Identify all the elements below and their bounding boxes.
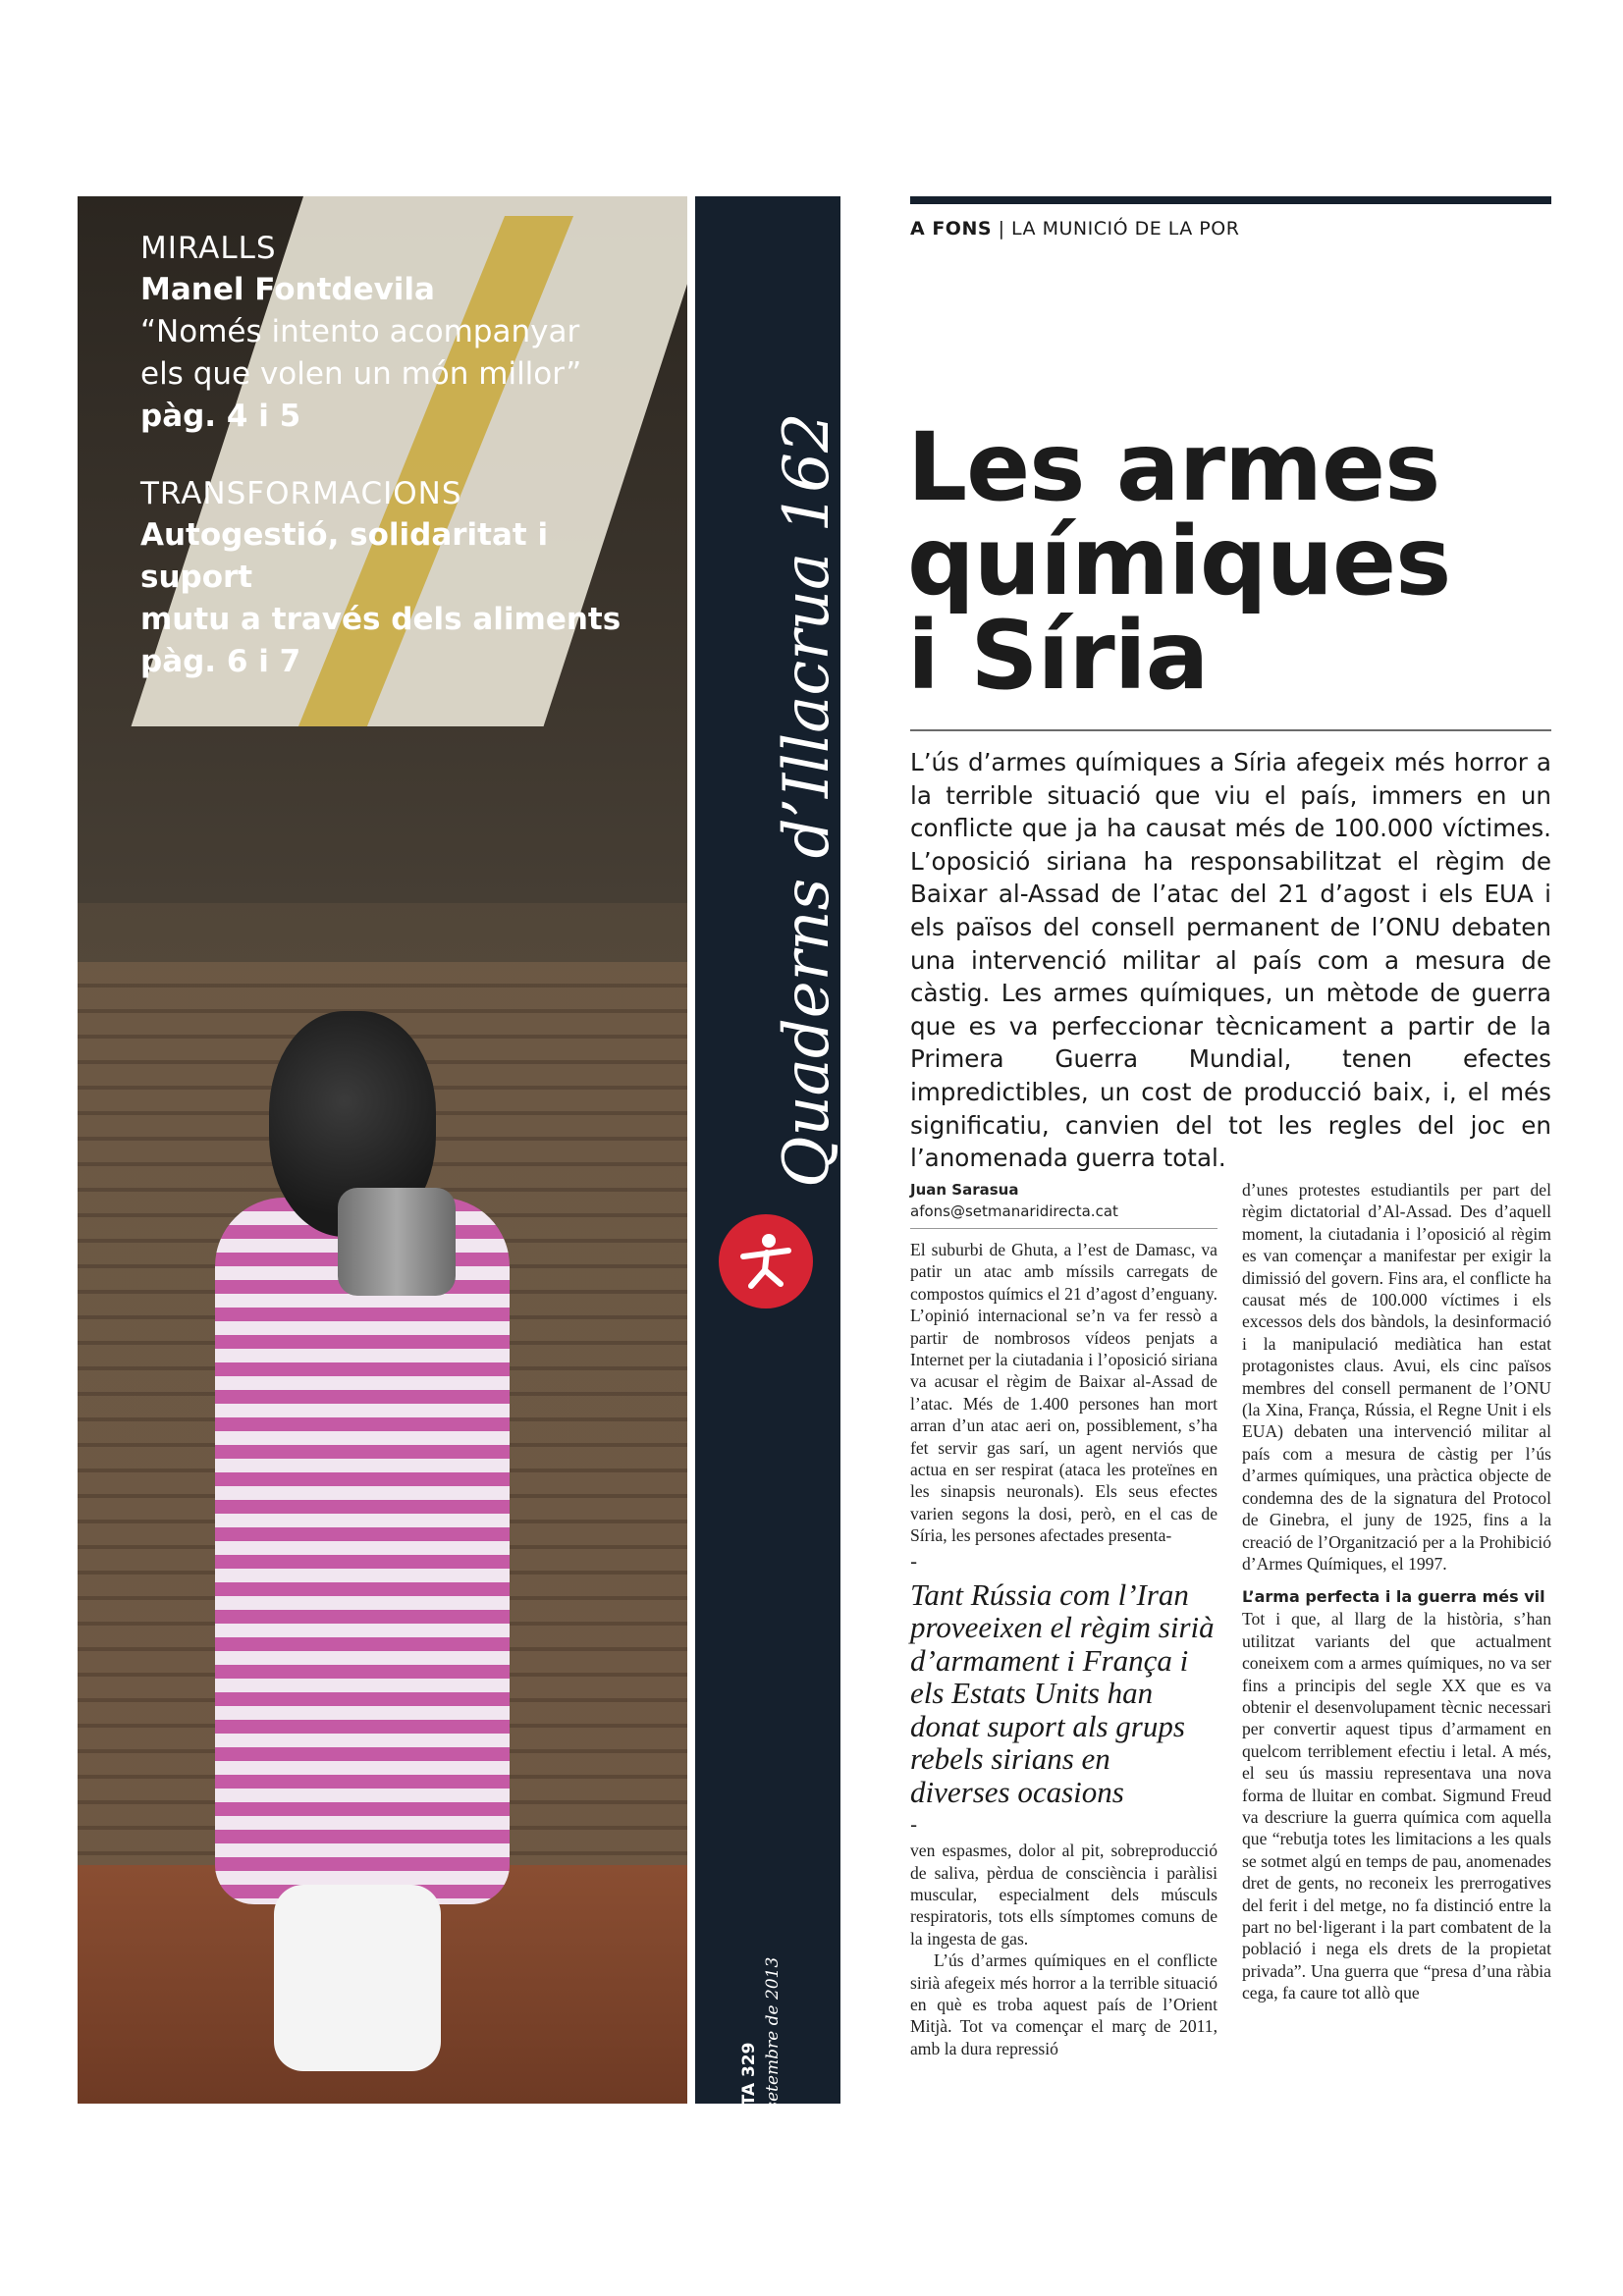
pull-quote-open-dash: - — [910, 1549, 918, 1574]
article-column-1 — [910, 1179, 1217, 2059]
author-email: afons@setmanaridirecta.cat — [910, 1201, 1217, 1229]
directa-logo-icon — [719, 1214, 813, 1308]
issue-number: DIRECTA 329 — [739, 2042, 759, 2163]
body-paragraph: ven espasmes, dolor al pit, sobreproducció de saliva, pèrdua de consciència i paràlisi muscular, especialment dels músculs respiratoris, tots ells símptomes comuns de la ingesta de gas. — [910, 1841, 1217, 1949]
teaser1-kicker: MIRALLS — [140, 231, 277, 266]
section-topic: LA MUNICIÓ DE LA POR — [1011, 218, 1240, 240]
section-top-rule — [910, 196, 1551, 204]
pull-quote: Tant Rússia com l’Iran proveeixen el règim sirià d’armament i França i els Estats Units han donat suport als grups rebels sirians en diverses ocasions — [910, 1576, 1215, 1809]
issue-date: 12 de setembre de 2013 — [763, 1956, 783, 2163]
teaser2-title-line1: Autogestió, solidaritat i suport — [140, 517, 549, 595]
body-paragraph: Tot i que, al llarg de la història, s’han utilitzat variants del que actualment coneixem com a armes químiques, no va ser fins a principis del segle XX que es va obtenir el desenvolupament tècnic necessari per convertir aquest tipus d’armament en quelcom terriblement efectiu i letal. A més, el seu ús massiu representava una nova forma de lluitar en combat. Sigmund Freud va descriure la guerra química com aquella que “rebutja totes les limitacions a les quals se sotmet algú en temps de pau, anomenades dret de gents, no reconeix les prerrogatives del ferit i del metge, no fa distinció entre la part no bel·ligerant i la part combatent de la població i nega els drets de la propietat privada”. Una guerra que “presa d’una ràbia cega, fa caure tot allò que — [1242, 1609, 1551, 2003]
photo-child-legs — [274, 1885, 441, 2071]
photo-credit-label: FOTOGRAFIA: — [710, 2244, 798, 2257]
headline-line2: químiques — [907, 507, 1451, 616]
article-column-2 — [1242, 1179, 1551, 2004]
figure-icon — [731, 1227, 800, 1296]
teaser1-quote-line2: els que volen un món millor” — [140, 356, 582, 392]
photo-child-dress — [215, 1198, 510, 1904]
teaser2-pages: pàg. 6 i 7 — [140, 644, 301, 679]
headline-rule — [910, 729, 1551, 731]
headline-line1: Les armes — [907, 412, 1440, 522]
headline-line3: i Síria — [907, 601, 1209, 711]
section-label — [910, 218, 1239, 240]
cover-teasers — [140, 228, 651, 683]
body-paragraph: L’ús d’armes químiques en el conflicte sirià afegeix més horror a la terrible situació en què es troba aquest país de l’Orient Mitjà. Tot va començar el març de 2011, amb la dura repressió — [910, 1950, 1217, 2058]
photo-credit-name: Abir Sultan — [710, 2260, 810, 2278]
body-paragraph: d’unes protestes estudiantils per part del règim dictatorial d’Al-Assad. Des d’aquell moment, la ciutadania i l’oposició al règim es van començar a manifestar per exigir la dimissió del govern. Fins ara, el conflicte ha causat més de 100.000 víctimes i els excessos dels dos bàndols, la desinformació i la manipulació mediàtica han estat protagonistes claus. Avui, els cinc països membres del consell permanent de l’ONU (la Xina, França, Rússia, el Regne Unit i els EUA) debaten una intervenció militar al país com a mesura de càstig per l’ús d’armes químiques, una pràctica objecte de condemna des de la signatura del Protocol de Ginebra, el juny de 1925, fins a la creació de l’Organització per a la Prohibició d’Armes Químiques, el 1997. — [1242, 1180, 1551, 1574]
section-name: A FONS — [910, 218, 993, 240]
teaser2-kicker: TRANSFORMACIONS — [140, 476, 462, 511]
masthead-title: Quaderns d’Illacrua 162 — [771, 412, 843, 1188]
photo-mask-filter — [338, 1188, 456, 1296]
pull-quote-close-dash: - — [910, 1813, 918, 1838]
subheading: L’arma perfecta i la guerra més vil — [1242, 1587, 1545, 1607]
author-name: Juan Sarasua — [910, 1181, 1019, 1199]
masthead-band — [695, 196, 843, 2278]
teaser2-title-line2: mutu a través dels aliments — [140, 602, 622, 637]
body-paragraph: El suburbi de Ghuta, a l’est de Damasc, va patir un atac amb míssils carregats de compostos químics el 21 d’agost d’enguany. L’opinió internacional se’n va fer ressò a partir de nombrosos vídeos penjats a Internet per la ciutadania i l’oposició siriana va acusar el règim de Baixar al-Assad de l’atac. Més de 1.400 persones han mort arran d’un atac aeri on, possiblement, s’ha fet servir gas sarí, un agent nerviós que actua en ser respirat (ataca les proteïnes en les sinapsis neuronals). Els seus efectes varien segons la dosi, però, en el cas de Síria, les persones afectades presenta- — [910, 1240, 1217, 1546]
teaser1-quote-line1: “Només intento acompanyar — [140, 314, 580, 349]
headline — [907, 412, 1555, 711]
teaser1-name: Manel Fontdevila — [140, 272, 435, 307]
teaser1-pages: pàg. 4 i 5 — [140, 399, 301, 434]
lead-paragraph: L’ús d’armes químiques a Síria afegeix més horror a la terrible situació que viu el país, immers en un conflicte que ja ha causat més de 100.000 víctimes. L’oposició siriana ha responsabilitzat el règim de Baixar al-Assad de l’atac del 21 d’agost i els EUA i els països del consell permanent de l’ONU debaten una intervenció militar al país com a mesura de càstig. Les armes químiques, un mètode de guerra que es va perfeccionar tècnicament a partir de la Primera Guerra Mundial, tenen efectes impredictibles, un cost de producció baix, i, el més significatiu, canvien del tot les regles del joc en l’anomenada guerra total. — [910, 748, 1551, 1173]
section-separator: | — [992, 218, 1012, 240]
